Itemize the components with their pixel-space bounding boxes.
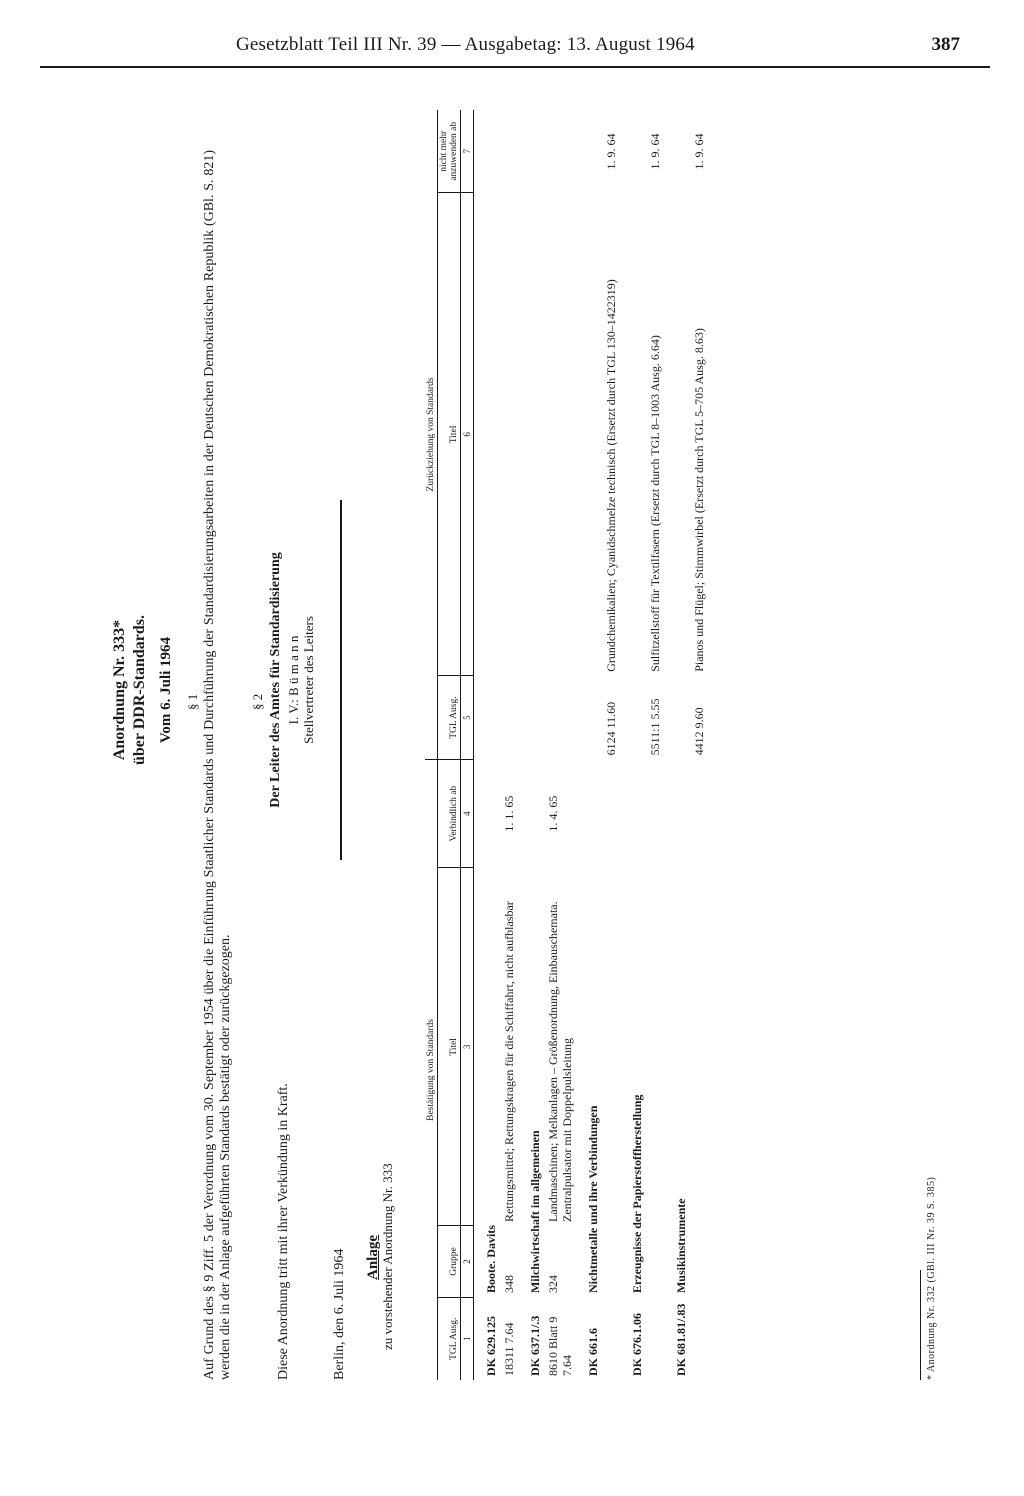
section-2-heading: § 2 [250,693,265,710]
header-nicht-mehr: nicht mehr anzuwenden ab [438,110,461,193]
cell-nicht-mehr: 1. 9. 64 [648,133,662,170]
decree-date: Vom 6. Juli 1964 [158,636,174,744]
header-gruppe: Gruppe [438,1226,461,1297]
table-row [500,110,518,1380]
header-verbindlich: Verbindlich ab [438,759,461,868]
col-number: 6 [461,193,474,676]
table-section-heading [518,110,544,1380]
header-withdraw-group: Zurückziehung von Standards [425,110,438,759]
cell-titel: Rettungsmittel; Rettungskragen für die Schiffahrt, nicht aufblasbar [502,901,516,1222]
table-row [646,110,664,1380]
cell-titel: Landmaschinen; Melkanlagen – Größenordnung, Einbauschemata. Zentralpulsator mit Doppelpulsleitung [546,901,574,1222]
page-number: 387 [931,34,960,55]
cell-tgl-2 [544,676,576,760]
cell-tgl-2: 4412 9.60 [692,707,706,756]
col-number: 1 [461,1297,474,1380]
page-header [40,30,990,68]
cell-tgl [646,1297,664,1380]
cell-titel [602,868,620,1226]
cell-nicht-mehr [544,110,576,193]
separator-rule [340,500,342,860]
cell-verbindlich [690,759,708,868]
cell-verbindlich [646,759,664,868]
col-number: 7 [461,110,474,193]
dk-code: DK 637.1/.3 [528,1315,542,1376]
cell-gruppe [602,1226,620,1297]
col-number: 3 [461,868,474,1226]
cell-titel-2: Grundchemikalien; Cyanidschmelze technisch (Ersetzt durch TGL 130–1422319) [604,279,618,672]
cell-verbindlich: 1. 1. 65 [502,795,516,832]
annex-subtitle: zu vorstehender Anordnung Nr. 333 [380,1163,395,1350]
cell-tgl: 18311 7.64 [502,1322,516,1376]
header-titel-2: Titel [438,193,461,676]
annex-title: Anlage [365,1235,381,1280]
cell-tgl-2: 5511:1 5.55 [648,698,662,756]
place-date: Berlin, den 6. Juli 1964 [332,1248,347,1380]
cell-gruppe: 348 [502,1275,516,1294]
cell-verbindlich: 1. 4. 65 [546,795,560,832]
cell-gruppe [646,1226,664,1297]
dk-name: Nichtmetalle und ihre Verbindungen [586,1105,600,1294]
col-number: 5 [461,676,474,760]
dk-name: Boote. Davits [484,1225,498,1294]
signer-name: I. V.: B ü m a n n [286,635,301,725]
cell-titel-2: Sulfitzellstoff für Textilfasern (Ersetzt durch TGL 8–1003 Ausg. 6.64) [648,335,662,672]
decree-title-line2: über DDR-Standards. [131,615,148,765]
decree-title-line1: Anordnung Nr. 333* [111,619,128,761]
table-row [602,110,620,1380]
section-1-text: Auf Grund des § 9 Ziff. 5 der Verordnung vom 30. September 1954 über die Einführung Staatlicher Standards und Durchführung der Standardisierungsarbeiten in der Deutschen Demokratischen Republik (GBl. S. 821) werden die in der Anlage aufgeführten Standards bestätigt oder zurückgezogen. [202,150,233,1380]
cell-tgl [690,1297,708,1380]
header-tgl: TGL Ausg. [449,1317,459,1360]
table-row [690,110,708,1380]
section-1-heading: § 1 [185,693,200,710]
dk-code: DK 629.125 [484,1316,498,1376]
cell-gruppe [690,1226,708,1297]
header-titel: Titel [438,868,461,1226]
footnote: * Anordnung Nr. 332 (GBl. III Nr. 39 S. 385) [926,1176,937,1380]
cell-titel [690,868,708,1226]
cell-titel-2 [544,193,576,676]
dk-code: DK 681.81/.83 [674,1303,688,1376]
table-section-heading [664,110,690,1380]
table-section-heading [576,110,602,1380]
gazette-title: Gesetzblatt Teil III Nr. 39 — Ausgabetag: 13. August 1964 [236,34,695,55]
standards-table [425,110,708,1380]
dk-name: Milchwirtschaft im allgemeinen [528,1130,542,1294]
col-number: 4 [461,759,474,868]
cell-tgl: 8610 Blatt 9 7.64 [546,1316,574,1376]
cell-verbindlich [602,759,620,868]
cell-gruppe: 324 [546,1275,560,1294]
dk-code: DK 661.6 [586,1328,600,1376]
signer-role: Stellvertreter des Leiters [301,616,316,744]
cell-tgl [602,1297,620,1380]
cell-tgl-2 [500,676,518,760]
table-section-heading [474,110,501,1380]
dk-code: DK 676.1.06 [630,1313,644,1376]
signer-title: Der Leiter des Amtes für Standardisierung [268,552,283,808]
table-section-heading [620,110,646,1380]
header-tgl-2: TGL Ausg. [438,676,461,760]
cell-titel [646,868,664,1226]
cell-nicht-mehr [500,110,518,193]
cell-titel-2: Pianos und Flügel; Stimmwirbel (Ersetzt durch TGL 5–705 Ausg. 8.63) [692,328,706,672]
dk-name: Musikinstrumente [674,1198,688,1294]
dk-name: Erzeugnisse der Papierstoffherstellung [630,1094,644,1294]
decree-title [110,540,150,840]
col-number: 2 [461,1226,474,1297]
rotated-content [100,100,960,1400]
section-2-text: Diese Anordnung tritt mit ihrer Verkündung in Kraft. [276,1083,291,1380]
cell-titel-2 [500,193,518,676]
cell-tgl-2: 6124 11.60 [604,701,618,756]
table-row [544,110,576,1380]
cell-nicht-mehr: 1. 9. 64 [604,133,618,170]
cell-nicht-mehr: 1. 9. 64 [692,133,706,170]
footnote-rule [920,1270,921,1380]
header-confirm-group: Bestätigung von Standards [425,759,438,1380]
